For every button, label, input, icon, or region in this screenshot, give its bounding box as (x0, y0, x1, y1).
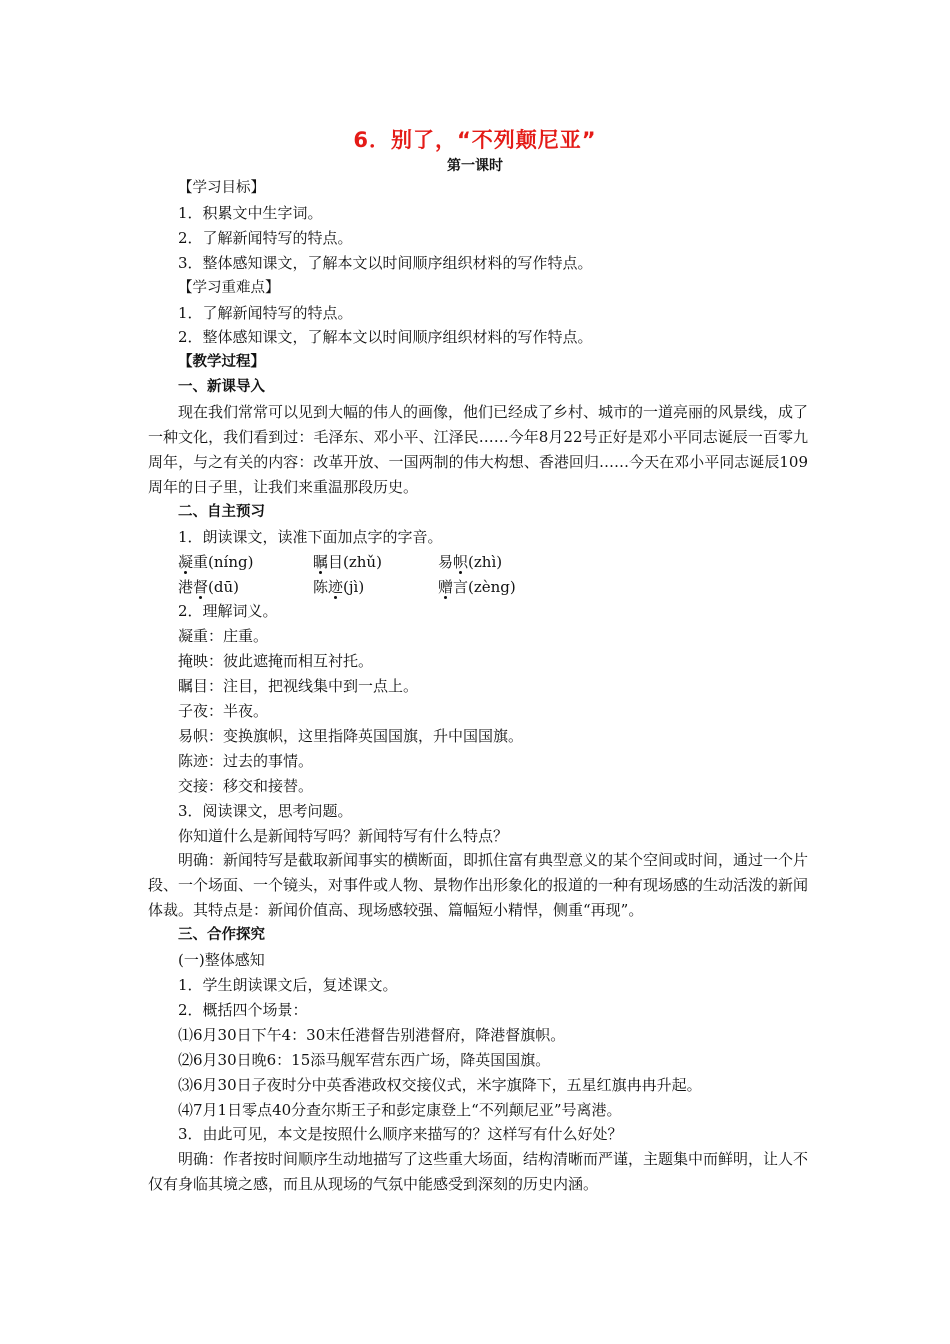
subsection-heading: (一)整体感知 (178, 951, 265, 970)
word-definition: 交接：移交和接替。 (178, 776, 314, 795)
word-definition: 陈迹：过去的事情。 (178, 751, 314, 770)
pinyin-item: 赠言(zèng) (438, 577, 516, 596)
answer-paragraph: 明确：作者按时间顺序生动地描写了这些重大场面，结构清晰而严谨，主题集中而鲜明，让人不仅有身临其境之感，而且从现场的气氛中能感受到深刻的历史内涵。 (148, 1150, 809, 1194)
goal-item: 1．积累文中生字词。 (178, 203, 323, 222)
page-subtitle: 第一课时 (447, 158, 503, 174)
goal-item: 3．整体感知课文，了解本文以时间顺序组织材料的写作特点。 (178, 253, 593, 272)
pinyin-item: 陈迹(jì) (313, 577, 365, 596)
word-definition: 掩映：彼此遮掩而相互衬托。 (178, 652, 374, 671)
goal-item: 2．了解新闻特写的特点。 (178, 228, 353, 247)
scene-item: ⑴6月30日下午4：30末任港督告别港督府，降港督旗帜。 (178, 1025, 566, 1044)
section-heading: 二、自主预习 (178, 503, 265, 520)
pinyin-row (178, 550, 808, 575)
key-point-item: 1．了解新闻特写的特点。 (178, 303, 353, 322)
question-item: 1．朗读课文，读准下面加点字的字音。 (178, 527, 443, 546)
section-heading: 三、合作探究 (178, 927, 265, 944)
word-definition: 易帜：变换旗帜，这里指降英国国旗，升中国国旗。 (178, 726, 524, 745)
word-definition: 瞩目：注目，把视线集中到一点上。 (178, 677, 419, 696)
answer-paragraph: 明确：新闻特写是截取新闻事实的横断面，即抓住富有典型意义的某个空间或时间，通过一个片段、一个场面、一个镜头，对事件或人物、景物作出形象化的报道的一种有现场感的生动活泼的新闻体裁。其特点是：新闻价值高、现场感较强、篇幅短小精悍，侧重“再现”。 (148, 851, 809, 920)
pinyin-item: 易帜(zhì) (438, 552, 503, 571)
page-title: 6．别了，“不列颠尼亚” (353, 128, 597, 152)
goals-heading: 【学习目标】 (178, 180, 265, 196)
document-body (148, 176, 809, 1197)
key-points-heading: 【学习重难点】 (178, 279, 280, 296)
scene-item: ⑷7月1日零点40分查尔斯王子和彭定康登上“不列颠尼亚”号离港。 (178, 1100, 622, 1119)
intro-paragraph: 现在我们常常可以见到大幅的伟人的画像，他们已经成了乡村、城市的一道亮丽的风景线，成了一种文化，我们看到过：毛泽东、邓小平、江泽民……今年8月22号正好是邓小平同志诞辰一百零九周年，与之有关的内容：改革开放、一国两制的伟大构想、香港回归……今天在邓小平同志诞辰109周年的日子里，让我们来重温那段历史。 (148, 403, 809, 496)
word-definition: 子夜：半夜。 (178, 702, 269, 721)
process-heading: 【教学过程】 (178, 354, 265, 371)
word-definition: 凝重：庄重。 (178, 627, 269, 646)
key-point-item: 2．整体感知课文，了解本文以时间顺序组织材料的写作特点。 (178, 328, 593, 347)
scene-item: ⑵6月30日晚6：15添马舰军营东西广场，降英国国旗。 (178, 1050, 551, 1069)
list-item: 2．概括四个场景： (178, 1000, 308, 1019)
scene-item: ⑶6月30日子夜时分中英香港政权交接仪式，米字旗降下，五星红旗冉冉升起。 (178, 1075, 702, 1094)
pinyin-row (178, 575, 808, 600)
pinyin-item: 凝重(níng) (178, 552, 254, 571)
list-item: 1．学生朗读课文后，复述课文。 (178, 976, 398, 994)
pinyin-item: 瞩目(zhǔ) (313, 552, 382, 571)
question-item: 2．理解词义。 (178, 602, 278, 621)
question-item: 3．阅读课文，思考问题。 (178, 801, 353, 820)
pinyin-item: 港督(dū) (178, 577, 239, 596)
section-heading: 一、新课导入 (178, 379, 265, 396)
list-item: 3．由此可见，本文是按照什么顺序来描写的？这样写有什么好处？ (178, 1125, 623, 1144)
question-text: 你知道什么是新闻特写吗？新闻特写有什么特点？ (178, 826, 509, 845)
